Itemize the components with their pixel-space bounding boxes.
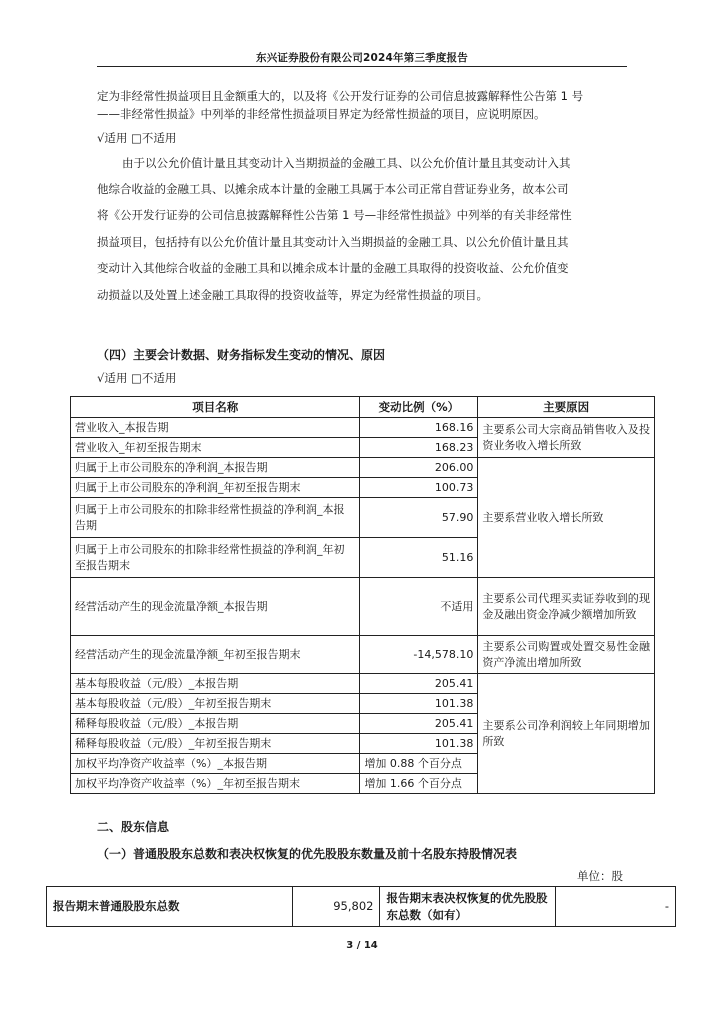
applicable-checkbox-1: √适用 □不适用 <box>97 131 177 145</box>
applicable-checkbox-2: √适用 □不适用 <box>97 371 177 385</box>
changes-table <box>70 396 655 794</box>
table-row <box>71 578 655 636</box>
header-divider <box>97 66 627 67</box>
header-main-reason: 主要原因 <box>478 397 655 418</box>
row-ratio: 206.00 <box>360 458 478 478</box>
row-item: 稀释每股收益（元/股）_年初至报告期末 <box>71 734 360 754</box>
row-ratio: 101.38 <box>360 694 478 714</box>
row-ratio: 100.73 <box>360 478 478 498</box>
table-row <box>71 458 655 478</box>
row-ratio: 51.16 <box>360 538 478 578</box>
explanation-line-2: 他综合收益的金融工具、以摊余成本计量的金融工具属于本公司正常自营证券业务，故本公司 <box>97 182 569 196</box>
row-item: 加权平均净资产收益率（%）_本报告期 <box>71 754 360 774</box>
reason-cell: 主要系公司购置或处置交易性金融资产净流出增加所致 <box>478 636 655 674</box>
shareholder-count-table <box>46 886 676 927</box>
intro-line-2: ——非经常性损益》中列举的非经常性损益项目界定为经常性损益的项目，应说明原因。 <box>97 107 546 121</box>
table-row <box>71 674 655 694</box>
row-ratio: 168.16 <box>360 418 478 438</box>
row-ratio: 57.90 <box>360 498 478 538</box>
row-ratio: 168.23 <box>360 438 478 458</box>
row-item: 稀释每股收益（元/股）_本报告期 <box>71 714 360 734</box>
explanation-line-3: 将《公开发行证券的公司信息披露解释性公告第 1 号—非经常性损益》中列举的有关非经常性 <box>97 208 572 222</box>
table-header-row <box>71 397 655 418</box>
table-row <box>71 636 655 674</box>
page-number: 3 / 14 <box>346 940 378 951</box>
row-ratio: 205.41 <box>360 714 478 734</box>
common-shareholders-label: 报告期末普通股股东总数 <box>47 887 293 927</box>
row-item: 归属于上市公司股东的净利润_本报告期 <box>71 458 360 478</box>
row-ratio: -14,578.10 <box>360 636 478 674</box>
header-change-ratio: 变动比例（%） <box>360 397 478 418</box>
row-item: 基本每股收益（元/股）_年初至报告期末 <box>71 694 360 714</box>
preferred-shareholders-label: 报告期末表决权恢复的优先股股东总数（如有） <box>380 887 556 927</box>
row-item: 经营活动产生的现金流量净额_本报告期 <box>71 578 360 636</box>
section-heading-changes: （四）主要会计数据、财务指标发生变动的情况、原因 <box>97 348 386 362</box>
row-ratio: 205.41 <box>360 674 478 694</box>
page-header-title: 东兴证券股份有限公司2024年第三季度报告 <box>256 52 468 64</box>
explanation-line-4: 损益项目，包括持有以公允价值计量且其变动计入当期损益的金融工具、以公允价值计量且其 <box>97 235 569 249</box>
row-item: 加权平均净资产收益率（%）_年初至报告期末 <box>71 774 360 794</box>
row-item: 归属于上市公司股东的净利润_年初至报告期末 <box>71 478 360 498</box>
reason-cell: 主要系公司代理买卖证券收到的现金及融出资金净减少额增加所致 <box>478 578 655 636</box>
reason-cell: 主要系营业收入增长所致 <box>478 458 655 578</box>
explanation-line-5: 变动计入其他综合收益的金融工具和以摊余成本计量的金融工具取得的投资收益、公允价值变 <box>97 261 569 275</box>
common-shareholders-value: 95,802 <box>292 887 380 927</box>
row-item: 基本每股收益（元/股）_本报告期 <box>71 674 360 694</box>
preferred-shareholders-value: - <box>556 887 676 927</box>
table-row <box>71 418 655 438</box>
intro-line-1: 定为非经常性损益项目且金额重大的，以及将《公开发行证券的公司信息披露解释性公告第 1 号 <box>97 89 584 103</box>
row-item: 营业收入_年初至报告期末 <box>71 438 360 458</box>
header-item-name: 项目名称 <box>71 397 360 418</box>
reason-cell: 主要系公司净利润较上年同期增加所致 <box>478 674 655 794</box>
row-item: 归属于上市公司股东的扣除非经常性损益的净利润_本报告期 <box>71 498 360 538</box>
table-row <box>47 887 676 927</box>
row-item: 营业收入_本报告期 <box>71 418 360 438</box>
section-heading-shareholders: 二、股东信息 <box>97 820 170 834</box>
subsection-heading-shareholders: （一）普通股股东总数和表决权恢复的优先股股东数量及前十名股东持股情况表 <box>97 847 518 861</box>
row-item: 经营活动产生的现金流量净额_年初至报告期末 <box>71 636 360 674</box>
unit-label: 单位：股 <box>577 869 623 883</box>
reason-cell: 主要系公司大宗商品销售收入及投资业务收入增长所致 <box>478 418 655 458</box>
row-item: 归属于上市公司股东的扣除非经常性损益的净利润_年初至报告期末 <box>71 538 360 578</box>
row-ratio: 增加 0.88 个百分点 <box>360 754 478 774</box>
explanation-line-1: 由于以公允价值计量且其变动计入当期损益的金融工具、以公允价值计量且其变动计入其 <box>122 156 571 170</box>
row-ratio: 增加 1.66 个百分点 <box>360 774 478 794</box>
row-ratio: 不适用 <box>360 578 478 636</box>
row-ratio: 101.38 <box>360 734 478 754</box>
explanation-line-6: 动损益以及处置上述金融工具取得的投资收益等，界定为经常性损益的项目。 <box>97 288 488 302</box>
